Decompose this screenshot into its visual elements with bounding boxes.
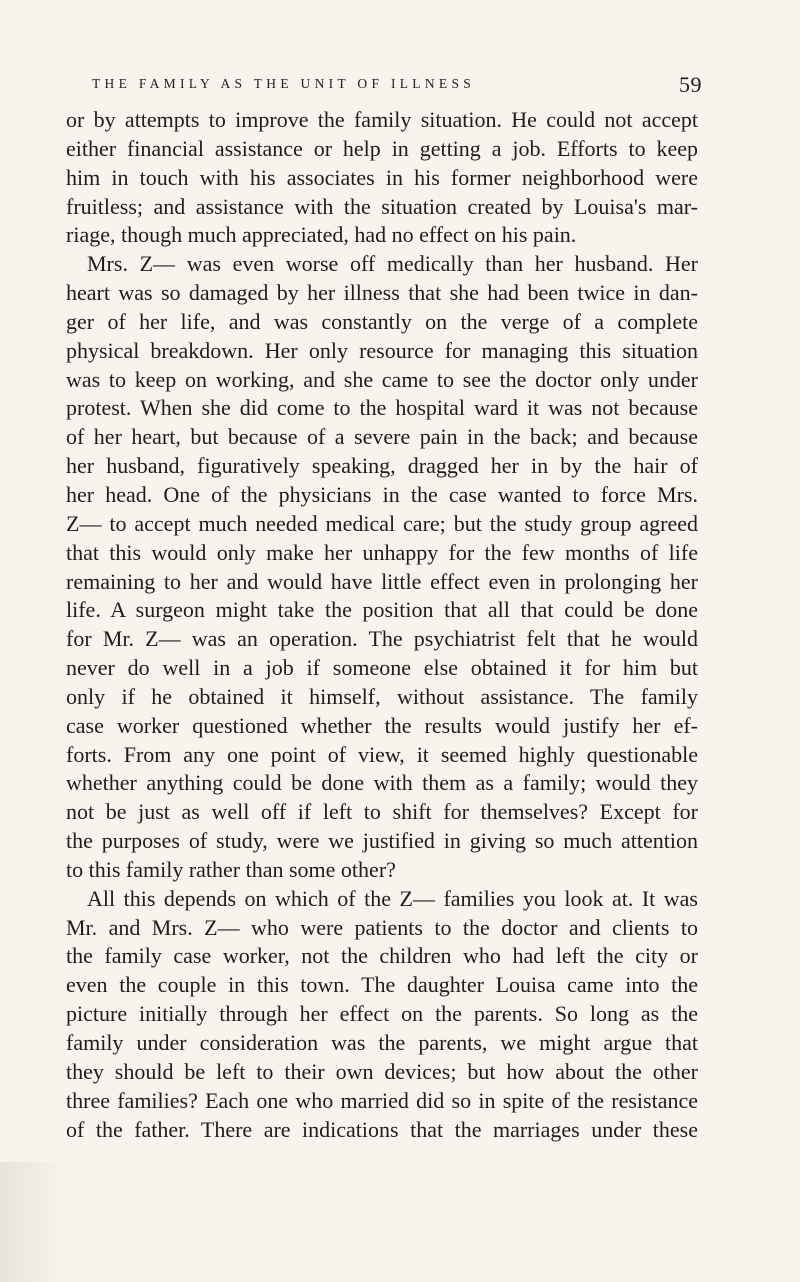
page-edge-shadow [0, 1162, 64, 1282]
page-number: 59 [679, 72, 702, 97]
running-title: THE FAMILY AS THE UNIT OF ILLNESS [92, 76, 476, 91]
text-line: was to keep on working, and she came to see the doctor only under [66, 366, 698, 392]
text-line: protest. When she did come to the hospital ward it was not because [66, 395, 698, 421]
text-line: even the couple in this town. The daughter Louisa came into the [66, 972, 698, 998]
text-line: of the father. There are indications that the marriages under these [66, 1116, 698, 1142]
text-line: heart was so damaged by her illness that she had been twice in dan- [66, 280, 698, 306]
text-line: the purposes of study, were we justified in giving so much attention [66, 828, 698, 854]
text-line: case worker questioned whether the results would justify her ef- [66, 712, 698, 738]
text-line: of her heart, but because of a severe pain in the back; and because [66, 424, 698, 450]
text-line: or by attempts to improve the family situation. He could not accept [66, 107, 698, 132]
text-line: forts. From any one point of view, it seemed highly questionable [66, 741, 698, 767]
text-line: Z— to accept much needed medical care; but the study group agreed [66, 510, 698, 536]
text-line: her husband, figuratively speaking, dragged her in by the hair of [66, 453, 698, 479]
text-line: three families? Each one who married did so in spite of the resistance [66, 1087, 698, 1113]
text-line: whether anything could be done with them as a family; would they [66, 770, 698, 796]
text-line: either financial assistance or help in getting a job. Efforts to keep [66, 135, 698, 161]
text-line: life. A surgeon might take the position that all that could be done [66, 597, 698, 623]
text-line: ger of her life, and was constantly on the verge of a complete [66, 308, 698, 334]
text-line: for Mr. Z— was an operation. The psychiatrist felt that he would [66, 626, 698, 652]
text-line: him in touch with his associates in his former neighborhood were [66, 164, 698, 190]
text-line: riage, though much appreciated, had no effect on his pain. [66, 222, 577, 248]
text-line: All this depends on which of the Z— families you look at. It was [87, 885, 698, 911]
text-line: only if he obtained it himself, without assistance. The family [66, 683, 698, 709]
text-line: picture initially through her effect on the parents. So long as the [66, 1001, 698, 1027]
text-line: fruitless; and assistance with the situation created by Louisa's mar- [66, 193, 698, 219]
text-line: family under consideration was the parents, we might argue that [66, 1030, 698, 1055]
body-text [66, 106, 698, 1144]
text-line: her head. One of the physicians in the case wanted to force Mrs. [66, 481, 698, 507]
text-line: physical breakdown. Her only resource for managing this situation [66, 337, 698, 363]
text-line: Mrs. Z— was even worse off medically than her husband. Her [87, 251, 698, 277]
text-line: to this family rather than some other? [66, 856, 396, 882]
text-line: never do well in a job if someone else obtained it for him but [66, 655, 698, 681]
text-line: the family case worker, not the children who had left the city or [66, 943, 698, 969]
text-line: that this would only make her unhappy for the few months of life [66, 539, 698, 565]
text-line: not be just as well off if left to shift for themselves? Except for [66, 799, 698, 825]
text-line: they should be left to their own devices; but how about the other [66, 1058, 698, 1084]
text-line: Mr. and Mrs. Z— who were patients to the doctor and clients to [66, 914, 698, 940]
running-header [92, 74, 702, 96]
text-line: remaining to her and would have little effect even in prolonging her [66, 568, 698, 594]
